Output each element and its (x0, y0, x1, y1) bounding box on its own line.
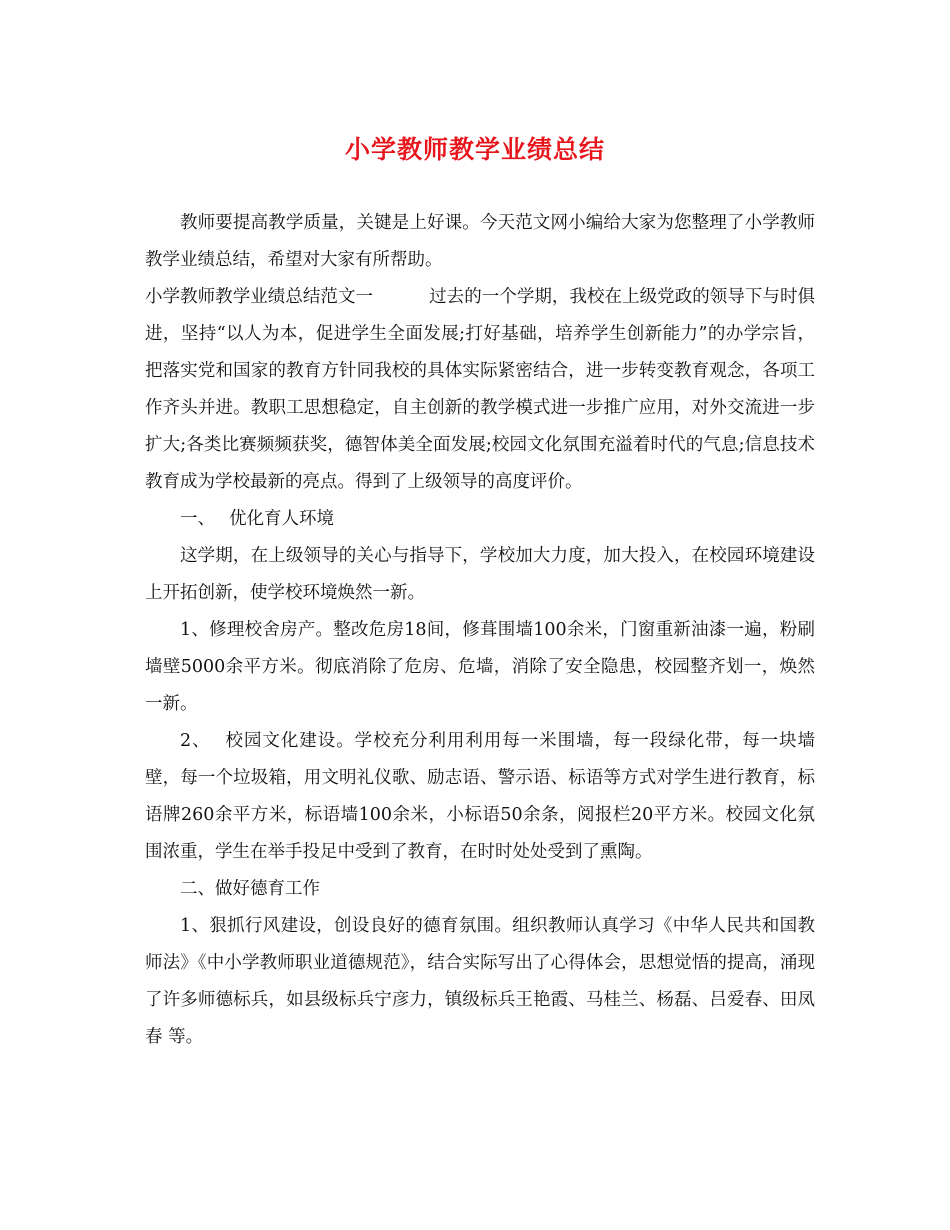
item-1-1-paragraph: 1、修理校舍房产。整改危房18间，修葺围墙100余米，门窗重新油漆一遍，粉刷墙壁5000余平方米。彻底消除了危房、危墙，消除了安全隐患，校园整齐划一，焕然一新。 (145, 620, 815, 714)
sample-paragraph (145, 279, 815, 501)
item-2-1-paragraph: 1、狠抓行风建设，创设良好的德育氛围。组织教师认真学习《中华人民共和国教师法》《中小学教师职业道德规范》，结合实际写出了心得体会，思想觉悟的提高，涌现了许多师德标兵，如县级标兵宁彦力，镇级标兵王艳霞、马桂兰、杨磊、吕爱春、田凤春 等。 (145, 916, 815, 1047)
intro-paragraph: 教师要提高教学质量，关键是上好课。今天范文网小编给大家为您整理了小学教师教学业绩总结，希望对大家有所帮助。 (145, 213, 815, 270)
sample-heading: 小学教师教学业绩总结范文一 (145, 287, 374, 307)
section-heading-1 (145, 501, 815, 538)
section1-number: 一、 (180, 509, 215, 529)
section-heading-2: 二、做好德育工作 (180, 879, 320, 899)
document-title: 小学教师教学业绩总结 (344, 135, 605, 164)
sample-opening-text: 过去的一个学期，我校在上级党政的领导下与时俱进，坚持“以人为本，促进学生全面发展;打好基础，培养学生创新能力”的办学宗旨，把落实党和国家的教育方针同我校的具体实际紧密结合，进一步转变教育观念，各项工作齐头并进。教职工思想稳定，自主创新的教学模式进一步推广应用，对外交流进一步扩大;各类比赛频频获奖，德智体美全面发展;校园文化氛围充溢着时代的气息;信息技术教育成为学校最新的亮点。得到了上级领导的高度评价。 (145, 287, 816, 492)
item-1-2-paragraph (145, 723, 815, 871)
section1-intro-paragraph: 这学期，在上级领导的关心与指导下，学校加大力度，加大投入，在校园环境建设上开拓创新，使学校环境焕然一新。 (145, 546, 815, 603)
section1-title: 优化育人环境 (229, 509, 334, 529)
item1-2-number: 2、 (180, 731, 211, 751)
document-body (145, 205, 815, 1056)
item1-2-text: 校园文化建设。学校充分利用利用每一米围墙，每一段绿化带，每一块墙壁，每一个垃圾箱，用文明礼仪歌、励志语、警示语、标语等方式对学生进行教育，标语牌260余平方米，标语墙100余米，小标语50余条，阅报栏20平方米。校园文化氛围浓重，学生在举手投足中受到了教育，在时时处处受到了熏陶。 (145, 731, 816, 862)
